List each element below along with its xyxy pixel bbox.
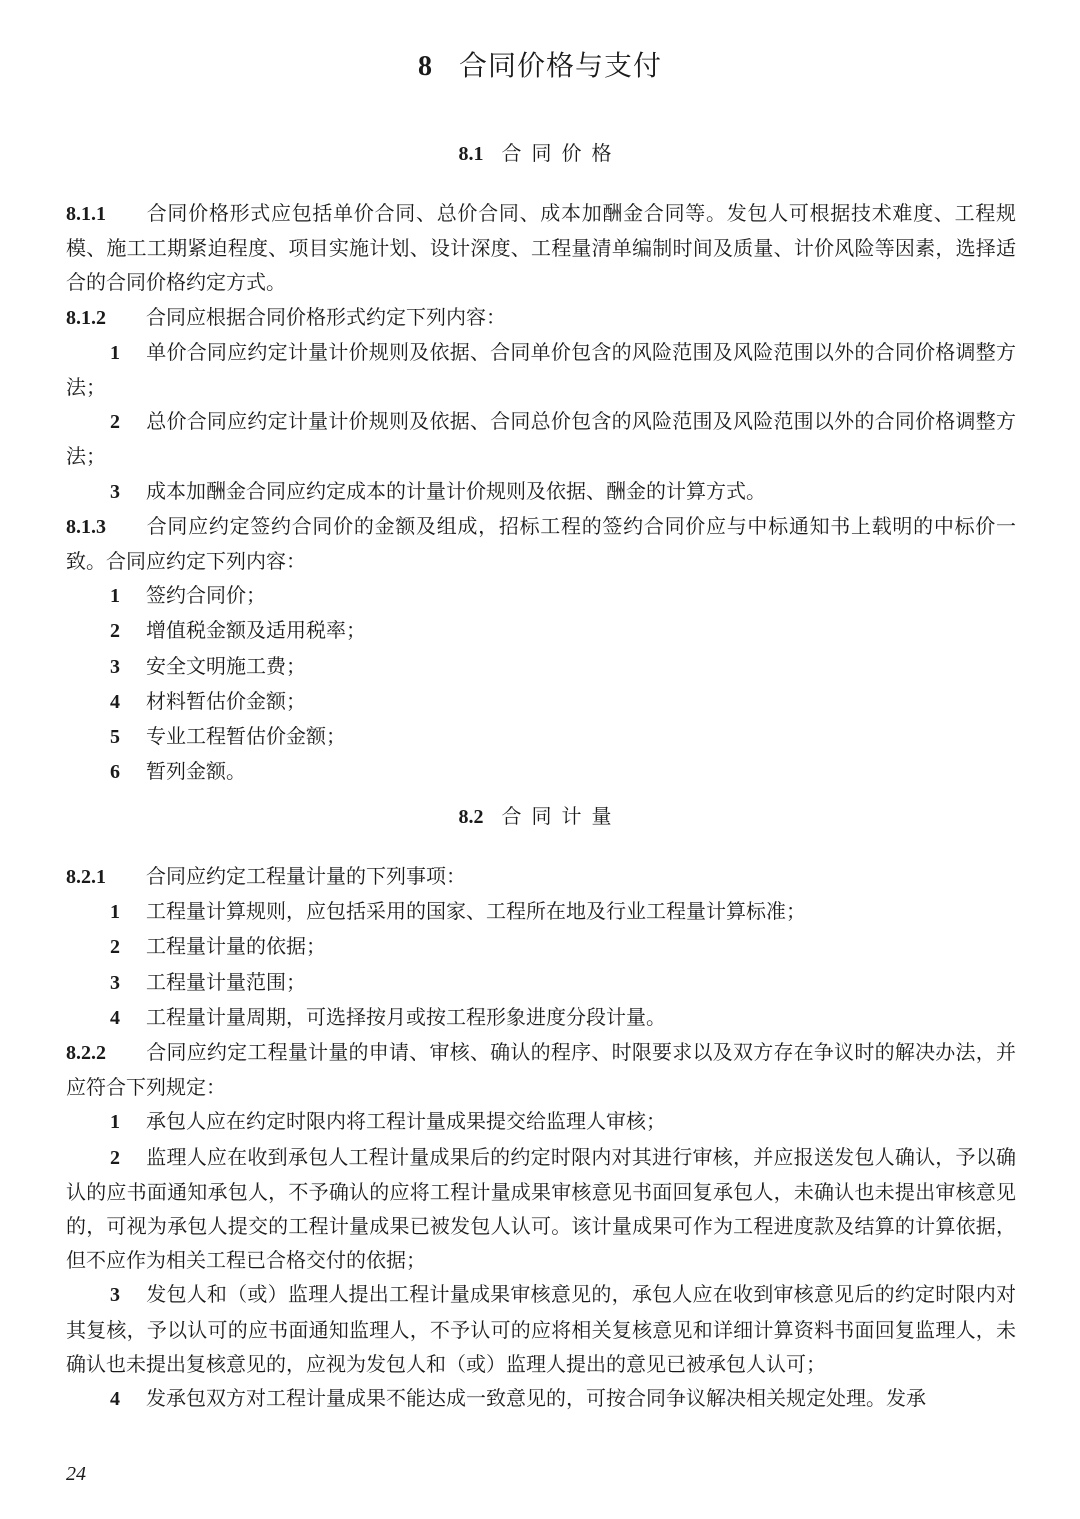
item-text: 工程量计量范围；	[146, 969, 306, 994]
clause-8-2-1	[66, 859, 1016, 894]
item-text: 监理人应在收到承包人工程计量成果后的约定时限内对其进行审核，并应报送发包人确认，予以确认的应书面通知承包人，不予确认的应将工程计量成果审核意见书面回复承包人，未确认也未提出审核意见的，可视为承包人提交的工程计量成果已被发包人认可。该计量成果可作为工程进度款及结算的计算依据，但不应作为相关工程已合格交付的依据；	[66, 1144, 1016, 1273]
item-text: 材料暂估价金额；	[146, 688, 306, 713]
item-text: 工程量计算规则，应包括采用的国家、工程所在地及行业工程量计算标准；	[146, 899, 806, 924]
list-item	[66, 1381, 1016, 1416]
list-item	[66, 335, 1016, 404]
item-number: 1	[110, 341, 120, 364]
list-item	[66, 1104, 1016, 1139]
list-item	[66, 894, 1016, 929]
section-number: 8.1	[458, 143, 484, 165]
clause-number: 8.1.3	[66, 515, 106, 538]
list-item	[66, 929, 1016, 964]
item-number: 3	[110, 655, 120, 678]
item-number: 6	[110, 761, 120, 784]
item-text: 安全文明施工费；	[146, 653, 306, 678]
list-item	[66, 684, 1016, 719]
item-number: 2	[110, 411, 120, 434]
section-title-text: 合同价格	[501, 141, 622, 165]
list-item	[66, 1140, 1016, 1278]
list-item	[66, 719, 1016, 754]
item-number: 4	[110, 1006, 120, 1029]
list-item	[66, 578, 1016, 613]
item-number: 4	[110, 1388, 120, 1411]
item-text: 承包人应在约定时限内将工程计量成果提交给监理人审核；	[146, 1109, 666, 1134]
list-item	[66, 965, 1016, 1000]
clause-text: 合同应约定工程量计量的申请、审核、确认的程序、时限要求以及双方存在争议时的解决办法，并应符合下列规定：	[66, 1040, 1016, 1100]
chapter-title	[0, 44, 1080, 89]
item-text: 增值税金额及适用税率；	[146, 618, 366, 643]
clause-text: 合同应约定签约合同价的金额及组成，招标工程的签约合同价应与中标通知书上载明的中标价一致。合同应约定下列内容：	[66, 513, 1016, 574]
list-item	[66, 404, 1016, 473]
clause-8-1-3	[66, 509, 1016, 578]
clause-number: 8.2.1	[66, 866, 106, 888]
section-number: 8.2	[458, 806, 484, 828]
item-text: 签约合同价；	[146, 583, 266, 608]
clause-number: 8.2.2	[66, 1042, 106, 1065]
list-item	[66, 1277, 1016, 1381]
page-number: 24	[66, 1463, 86, 1485]
item-number: 5	[110, 726, 120, 749]
clause-text: 合同价格形式应包括单价合同、总价合同、成本加酬金合同等。发包人可根据技术难度、工程规模、施工工期紧迫程度、项目实施计划、设计深度、工程量清单编制时间及质量、计价风险等因素，选择适合的合同价格约定方式。	[66, 201, 1016, 295]
item-text: 专业工程暂估价金额；	[146, 724, 346, 749]
section-8-2-body	[66, 859, 1016, 1416]
list-item	[66, 474, 1016, 509]
item-number: 1	[110, 901, 120, 924]
item-text: 工程量计量周期，可选择按月或按工程形象进度分段计量。	[146, 1004, 666, 1029]
clause-text: 合同应约定工程量计量的下列事项：	[146, 864, 466, 888]
section-title-8-1	[0, 138, 1080, 169]
item-number: 4	[110, 690, 120, 713]
item-text: 发包人和（或）监理人提出工程计量成果审核意见的，承包人应在收到审核意见后的约定时限内对其复核，予以认可的应书面通知监理人，不予认可的应将相关复核意见和详细计算资料书面回复监理人，未确认也未提出复核意见的，应视为发包人和（或）监理人提出的意见已被承包人认可；	[66, 1282, 1016, 1376]
list-item	[66, 1000, 1016, 1035]
item-number: 1	[110, 1111, 120, 1134]
clause-8-1-2	[66, 300, 1016, 335]
section-title-text: 合同计量	[501, 804, 622, 828]
item-number: 2	[110, 620, 120, 643]
item-number: 2	[110, 1146, 120, 1169]
item-number: 3	[110, 480, 120, 503]
list-item	[66, 613, 1016, 648]
item-text: 暂列金额。	[146, 759, 246, 784]
item-number: 3	[110, 971, 120, 994]
clause-8-2-2	[66, 1035, 1016, 1104]
clause-text: 合同应根据合同价格形式约定下列内容：	[146, 304, 506, 329]
item-number: 2	[110, 936, 120, 959]
list-item	[66, 649, 1016, 684]
clause-8-1-1	[66, 196, 1016, 300]
chapter-number: 8	[417, 51, 433, 82]
item-text: 总价合同应约定计量计价规则及依据、合同总价包含的风险范围及风险范围以外的合同价格调整方法；	[66, 409, 1016, 469]
section-8-1-body	[66, 196, 1016, 789]
list-item	[66, 754, 1016, 789]
item-text: 工程量计量的依据；	[146, 934, 326, 959]
section-title-8-2	[0, 801, 1080, 832]
clause-number: 8.1.2	[66, 306, 106, 329]
item-text: 发承包双方对工程计量成果不能达成一致意见的，可按合同争议解决相关规定处理。发承	[146, 1386, 926, 1411]
chapter-title-text: 合同价格与支付	[458, 49, 662, 82]
item-text: 成本加酬金合同应约定成本的计量计价规则及依据、酬金的计算方式。	[146, 478, 766, 503]
item-text: 单价合同应约定计量计价规则及依据、合同单价包含的风险范围及风险范围以外的合同价格调整方法；	[66, 339, 1016, 400]
item-number: 3	[110, 1284, 120, 1307]
item-number: 1	[110, 585, 120, 608]
clause-number: 8.1.1	[66, 203, 106, 225]
